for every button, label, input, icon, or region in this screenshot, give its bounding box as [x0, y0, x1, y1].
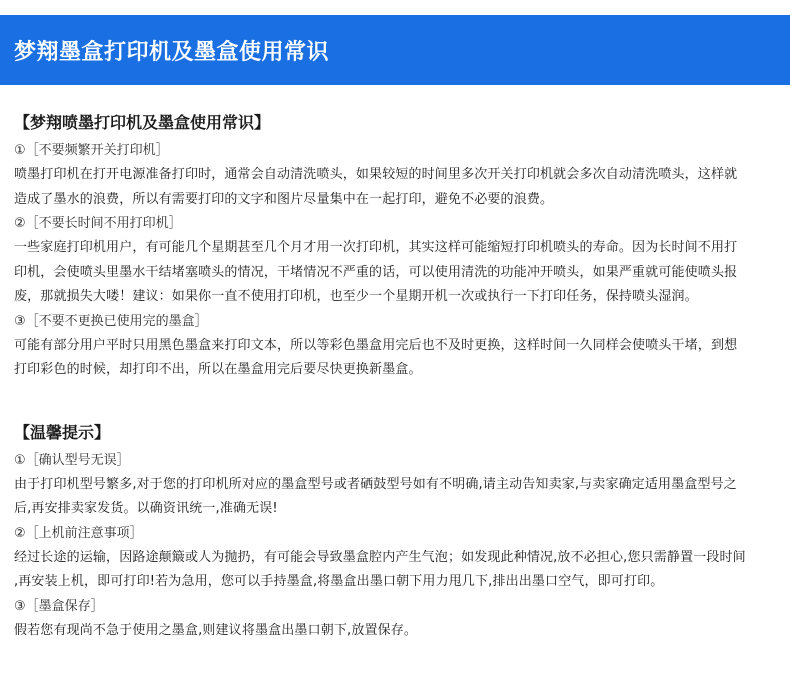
tip-heading: ②［上机前注意事项］: [14, 525, 143, 541]
paragraph-line: 废，那就损失大喽！建议：如果你一直不使用打印机，也至少一个星期开机一次或执行一下打印任务，保持喷头湿润。: [14, 289, 698, 304]
paragraph-line: 后,再安排卖家发货。以确资讯统一,准确无误!: [14, 501, 278, 516]
paragraph-line: 喷墨打印机在打开电源准备打印时，通常会自动清洗喷头，如果较短的时间里多次开关打印机就会多次自动清洗喷头，这样就: [14, 167, 738, 182]
section-warm-reminder: [14, 417, 786, 644]
tip-paragraph: [14, 619, 786, 644]
paragraph-line: 由于打印机型号繁多,对于您的打印机所对应的墨盒型号或者硒鼓型号如有不明确,请主动告知卖家,与卖家确定适用墨盒型号之: [14, 476, 737, 492]
main-content: [14, 107, 786, 643]
tip-heading: ②［不要长时间不用打印机］: [14, 216, 182, 231]
tip-paragraph: [14, 334, 786, 383]
tip-heading: ③［墨盒保存］: [14, 598, 104, 614]
tip-item: [14, 449, 786, 522]
paragraph-line: 印机，会使喷头里墨水干结堵塞喷头的情况，干堵情况不严重的话，可以使用清洗的功能冲开喷头，如果严重就可能使喷头报: [14, 264, 738, 280]
tip-paragraph: [14, 546, 786, 595]
section-usage-tips: [14, 107, 786, 383]
paragraph-line: 一些家庭打印机用户，有可能几个星期甚至几个月才用一次打印机，其实这样可能缩短打印机喷头的寿命。因为长时间不用打: [14, 240, 738, 255]
tip-item: [14, 212, 786, 310]
tip-paragraph: [14, 236, 786, 310]
tip-paragraph: [14, 163, 786, 212]
section-title: 【梦翔喷墨打印机及墨盒使用常识】: [14, 113, 271, 132]
paragraph-line: 可能有部分用户平时只用黑色墨盒来打印文本，所以等彩色墨盒用完后也不及时更换，这样时间一久同样会使喷头干堵，到想: [14, 337, 738, 353]
tip-item: [14, 139, 786, 212]
paragraph-line: 经过长途的运输，因路途颠簸或人为抛扔，有可能会导致墨盒腔内产生气泡；如发现此种情况,放不必担心,您只需静置一段时间: [14, 549, 746, 565]
tip-item: [14, 595, 786, 644]
section-spacer: [14, 383, 786, 417]
section-title: 【温馨提示】: [14, 422, 111, 442]
paragraph-line: 打印彩色的时候，却打印不出，所以在墨盒用完后要尽快更换新墨盒。: [14, 362, 422, 377]
page-title: 梦翔墨盒打印机及墨盒使用常识: [14, 39, 330, 65]
tip-heading: ③［不要不更换已使用完的墨盒］: [14, 313, 208, 329]
tip-item: [14, 522, 786, 595]
tip-item: [14, 310, 786, 383]
tip-paragraph: [14, 473, 786, 522]
paragraph-line: ,再安装上机，即可打印!若为急用，您可以手持墨盒,将墨盒出墨口朝下用力甩几下,排出出墨口空气，即可打印。: [14, 574, 664, 589]
paragraph-line: 造成了墨水的浪费，所以有需要打印的文字和图片尽量集中在一起打印，避免不必要的浪费。: [14, 191, 554, 207]
tip-heading: ①［不要频繁开关打印机］: [14, 143, 169, 158]
paragraph-line: 假若您有现尚不急于使用之墨盒,则建议将墨盒出墨口朝下,放置保存。: [14, 622, 418, 638]
tip-heading: ①［确认型号无误］: [14, 452, 130, 468]
header-banner: [0, 15, 790, 85]
